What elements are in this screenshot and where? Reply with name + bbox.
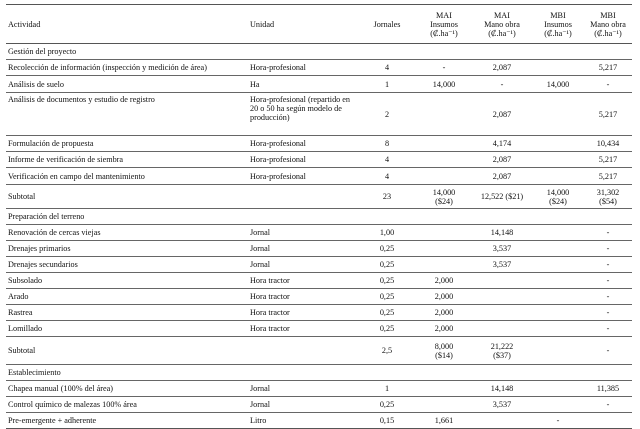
cell-mbi-insumos	[532, 241, 584, 256]
cell-mai-mano: 4,174	[492, 139, 512, 148]
cell-actividad: Subtotal	[8, 346, 36, 355]
cell-jornales: 0,25	[379, 292, 395, 301]
cell-line: 8,000	[434, 341, 454, 351]
cell-mbi-mano: -	[606, 324, 610, 333]
cell-actividad: Arado	[8, 292, 29, 301]
cell-mbi-mano: 5,217	[598, 109, 618, 119]
cell-actividad: Drenajes secundarios	[8, 260, 78, 269]
cell-jornales: 0,25	[379, 400, 395, 409]
cell-mai-mano: 12,522 ($21)	[480, 192, 524, 201]
cell-mai-mano: 2,087	[492, 155, 512, 164]
cell-mbi-mano: -	[606, 308, 610, 317]
cell-mbi-insumos	[532, 257, 584, 272]
table-row	[6, 60, 632, 76]
cell-mai-mano: 14,148	[490, 384, 514, 393]
cell-mai-insumos	[416, 136, 472, 151]
header-mbi-insumos: MBI Insumos (₡.ha⁻¹)	[544, 10, 572, 38]
section-label: Gestión del proyecto	[8, 47, 77, 56]
cell-actividad: Control químico de malezas 100% área	[8, 400, 137, 409]
table-row	[6, 241, 632, 257]
cell-jornales: 0,25	[379, 308, 395, 317]
section-row	[6, 44, 632, 60]
cell-actividad: Informe de verificación de siembra	[8, 155, 124, 164]
table-row	[6, 397, 632, 413]
cell-mbi-insumos	[532, 225, 584, 240]
table-row	[6, 289, 632, 305]
cell-unidad: Jornal	[250, 244, 271, 253]
cell-mbi-insumos	[532, 185, 584, 208]
cell-line: ($24)	[435, 196, 453, 206]
cell-unidad	[250, 185, 356, 208]
cell-mbi-insumos: 14,000	[546, 79, 570, 89]
cell-actividad: Drenajes primarios	[8, 244, 71, 253]
cell-jornales: 4	[384, 155, 390, 164]
cell-unidad: Ha	[250, 79, 260, 89]
cell-jornales: 1	[384, 384, 390, 393]
cell-mai-insumos	[416, 381, 472, 396]
cell-jornales: 23	[382, 192, 392, 201]
cell-mbi-insumos	[532, 168, 584, 184]
cell-mbi-insumos	[532, 136, 584, 151]
cell-actividad: Chapea manual (100% del área)	[8, 384, 114, 393]
cell-actividad: Análisis de documentos y estudio de registro	[8, 95, 155, 104]
table-row	[6, 76, 632, 93]
table-row	[6, 321, 632, 337]
cell-mbi-mano	[584, 185, 632, 208]
cell-mai-insumos	[416, 397, 472, 412]
cell-mbi-insumos	[532, 152, 584, 167]
cell-mbi-insumos: -	[556, 416, 560, 425]
cell-jornales: 0,15	[379, 416, 395, 425]
cell-mai-insumos: 14,000	[432, 79, 456, 89]
cell-mai-mano	[472, 273, 532, 288]
cell-unidad: Hora-profesional	[250, 63, 306, 72]
cell-mai-mano	[472, 337, 532, 364]
cell-mai-mano	[472, 413, 532, 428]
cell-mbi-insumos	[532, 305, 584, 320]
cell-mai-insumos: 2,000	[434, 276, 454, 285]
cell-unidad: Jornal	[250, 228, 271, 237]
cell-line: ($54)	[599, 196, 617, 206]
table-header	[6, 4, 632, 44]
cell-unidad: Jornal	[250, 400, 271, 409]
section-row	[6, 209, 632, 225]
cell-jornales: 1	[384, 79, 390, 89]
section-label: Preparación del terreno	[8, 212, 85, 221]
cell-mai-mano: 3,537	[492, 260, 512, 269]
cell-actividad: Rastrea	[8, 308, 33, 317]
cell-jornales: 2,5	[381, 346, 393, 355]
cell-mbi-insumos	[532, 93, 584, 135]
table-row	[6, 257, 632, 273]
cell-unidad: Jornal	[250, 384, 271, 393]
table-row	[6, 93, 632, 136]
cell-mai-insumos	[416, 225, 472, 240]
cell-mai-mano	[472, 321, 532, 336]
section-row	[6, 365, 632, 381]
cell-mai-insumos	[416, 257, 472, 272]
cell-mbi-insumos	[532, 321, 584, 336]
cell-mai-insumos: -	[442, 63, 446, 72]
cell-actividad: Recolección de información (inspección y medición de área)	[8, 63, 207, 72]
cell-actividad: Subtotal	[8, 192, 36, 201]
cell-mai-mano: 2,087	[492, 171, 512, 181]
cell-mai-insumos	[416, 185, 472, 208]
cell-mai-insumos	[416, 337, 472, 364]
cell-mai-mano: 14,148	[490, 228, 514, 237]
cell-actividad: Renovación de cercas viejas	[8, 228, 101, 237]
cell-mbi-insumos	[532, 289, 584, 304]
table-row	[6, 225, 632, 241]
table-row	[6, 136, 632, 152]
cell-mai-insumos: 1,661	[434, 416, 454, 425]
cell-line: ($14)	[435, 350, 453, 360]
cell-mai-mano: -	[500, 79, 504, 89]
cell-mai-insumos: 2,000	[434, 292, 454, 301]
cell-unidad: Hora tractor	[250, 324, 290, 333]
cell-mai-insumos	[416, 168, 472, 184]
cell-actividad: Formulación de propuesta	[8, 139, 94, 148]
cell-mbi-mano: 11,385	[596, 384, 620, 393]
cell-mai-insumos	[416, 152, 472, 167]
header-jornales: Jornales	[373, 19, 401, 29]
cell-mbi-mano: -	[606, 292, 610, 301]
cell-unidad: Hora-profesional	[250, 155, 306, 164]
cell-mbi-insumos	[532, 397, 584, 412]
cell-actividad: Lomillado	[8, 324, 43, 333]
cell-actividad: Pre-emergente + adherente	[8, 416, 97, 425]
cell-mai-mano: 3,537	[492, 400, 512, 409]
subtotal-row	[6, 185, 632, 209]
cell-unidad: Hora-profesional	[250, 139, 306, 148]
cell-jornales: 0,25	[379, 244, 395, 253]
cell-jornales: 4	[384, 171, 390, 181]
cell-mbi-mano: -	[606, 346, 610, 355]
cell-actividad: Verificación en campo del mantenimiento	[8, 171, 145, 181]
cell-mai-insumos: 2,000	[434, 324, 454, 333]
cell-unidad: Jornal	[250, 260, 271, 269]
cell-mbi-insumos	[532, 60, 584, 75]
table-body	[6, 44, 632, 429]
cell-unidad: Hora tractor	[250, 292, 290, 301]
cell-mbi-mano: -	[606, 228, 610, 237]
section-label: Establecimiento	[8, 368, 61, 377]
cell-line: ($37)	[493, 350, 511, 360]
cell-unidad: Litro	[250, 416, 267, 425]
cell-mbi-mano: -	[606, 400, 610, 409]
cell-mbi-insumos	[532, 273, 584, 288]
cell-mbi-insumos	[532, 337, 584, 364]
cell-mai-insumos	[416, 93, 472, 135]
cell-jornales: 4	[384, 63, 390, 72]
cell-mai-mano: 2,087	[492, 109, 512, 119]
cell-line: ($24)	[549, 196, 567, 206]
table-row	[6, 168, 632, 185]
cell-unidad: Hora tractor	[250, 276, 290, 285]
cell-jornales: 1,00	[379, 228, 395, 237]
cell-jornales: 8	[384, 139, 390, 148]
cell-jornales: 0,25	[379, 324, 395, 333]
cell-actividad: Análisis de suelo	[8, 79, 64, 89]
cell-mai-mano	[472, 305, 532, 320]
cell-line: 14,000	[432, 187, 456, 197]
table-row	[6, 381, 632, 397]
table-row	[6, 273, 632, 289]
cell-mbi-mano: 10,434	[596, 139, 620, 148]
header-mbi-mano-obra: MBI Mano obra (₡.ha⁻¹)	[590, 10, 626, 38]
cell-jornales: 2	[384, 109, 390, 119]
cell-mbi-mano: 5,217	[598, 155, 618, 164]
cell-line: 31,302	[596, 187, 620, 197]
cell-mbi-mano: -	[606, 79, 610, 89]
header-mai-insumos: MAI Insumos (₡.ha⁻¹)	[430, 10, 458, 38]
cell-mbi-insumos	[532, 381, 584, 396]
cell-jornales: 0,25	[379, 276, 395, 285]
table-row	[6, 305, 632, 321]
cell-unidad: Hora-profesional	[250, 171, 306, 181]
cell-line: 21,222	[490, 341, 514, 351]
cost-table	[6, 4, 632, 429]
subtotal-row	[6, 337, 632, 365]
cell-mbi-mano: 5,217	[598, 63, 618, 72]
cell-unidad: Hora-profesional (repartido en 20 o 50 ha según modelo de producción)	[250, 95, 351, 122]
cell-mbi-mano: 5,217	[598, 171, 618, 181]
cell-mbi-mano: -	[606, 244, 610, 253]
cell-mai-insumos	[416, 241, 472, 256]
cell-line: 14,000	[546, 187, 570, 197]
cell-actividad: Subsolado	[8, 276, 43, 285]
cell-mbi-mano: -	[606, 260, 610, 269]
cell-mbi-mano	[584, 413, 632, 428]
cell-mai-mano: 2,087	[492, 63, 512, 72]
cell-jornales: 0,25	[379, 260, 395, 269]
cell-mbi-mano: -	[606, 276, 610, 285]
cell-mai-insumos: 2,000	[434, 308, 454, 317]
cell-mai-mano	[472, 289, 532, 304]
cell-mai-mano: 3,537	[492, 244, 512, 253]
header-actividad: Actividad	[8, 19, 41, 29]
cell-unidad	[250, 337, 356, 364]
table-row	[6, 152, 632, 168]
cell-unidad: Hora tractor	[250, 308, 290, 317]
header-mai-mano-obra: MAI Mano obra (₡.ha⁻¹)	[484, 10, 520, 38]
header-unidad: Unidad	[250, 19, 275, 29]
